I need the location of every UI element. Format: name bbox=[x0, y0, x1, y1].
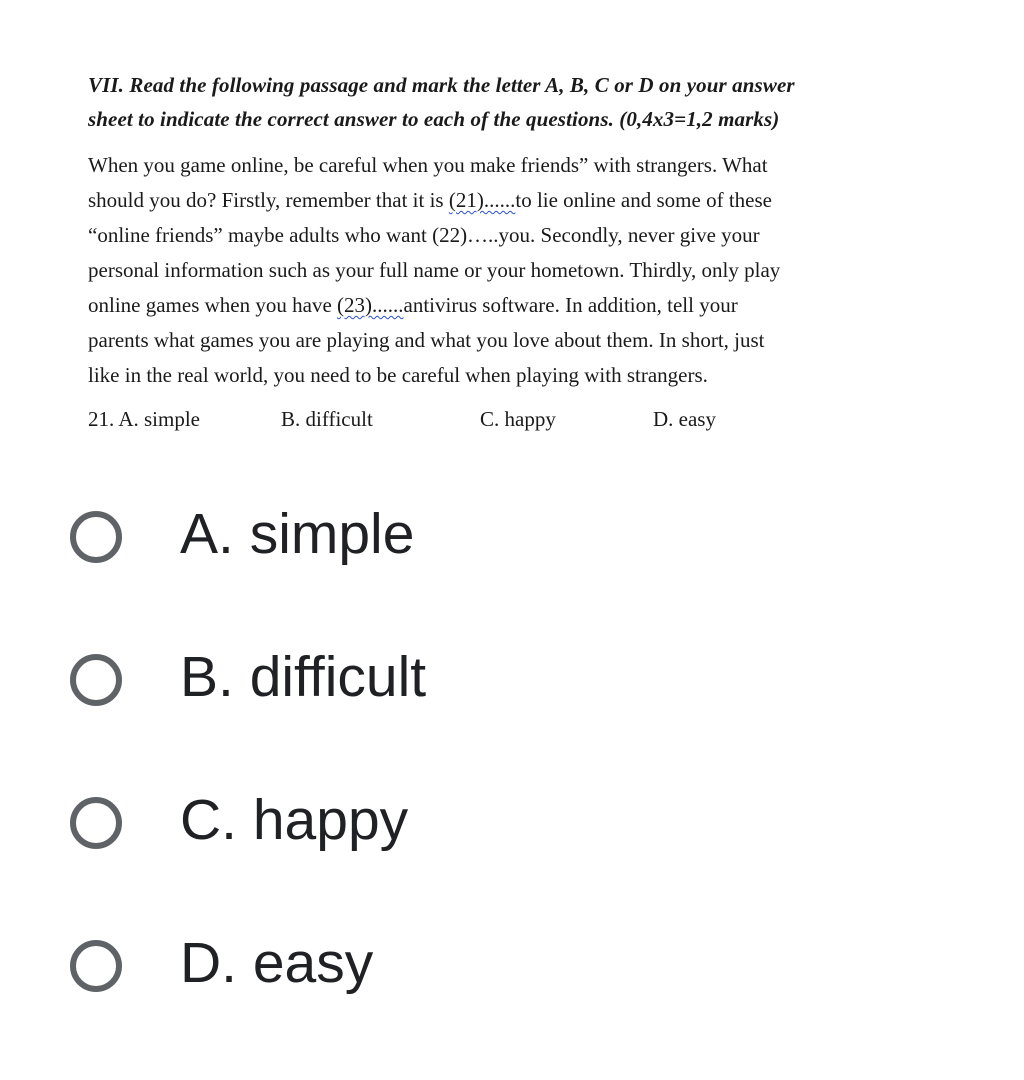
blank-23: (23)...... bbox=[337, 293, 404, 317]
passage-line: personal information such as your full name or your hometown. Thirdly, only play bbox=[88, 258, 781, 282]
question-image bbox=[88, 68, 968, 437]
answer-options bbox=[70, 502, 970, 1080]
option-label: D. easy bbox=[180, 931, 374, 995]
passage-text: online games when you have bbox=[88, 293, 338, 317]
passage-text: should you do? Firstly, remember that it is bbox=[88, 188, 449, 212]
radio-button-icon[interactable] bbox=[70, 511, 122, 563]
radio-button-icon[interactable] bbox=[70, 940, 122, 992]
passage-text: to lie online and some of these bbox=[515, 188, 772, 212]
choice-c-text: C. happy bbox=[480, 407, 556, 431]
passage-line: When you game online, be careful when you make friends” with strangers. What bbox=[88, 153, 768, 177]
instruction-line: sheet to indicate the correct answer to each of the questions. (0,4x3=1,2 marks) bbox=[88, 107, 780, 131]
option-a[interactable] bbox=[70, 502, 970, 572]
passage-text: antivirus software. In addition, tell your bbox=[403, 293, 738, 317]
choice-d-text: D. easy bbox=[653, 407, 716, 431]
radio-button-icon[interactable] bbox=[70, 654, 122, 706]
passage-line bbox=[88, 183, 968, 218]
blank-21: (21)...... bbox=[448, 188, 516, 212]
choice-a-text: 21. A. simple bbox=[88, 407, 201, 431]
option-d[interactable] bbox=[70, 931, 970, 1001]
option-label: A. simple bbox=[180, 502, 415, 566]
passage-line: like in the real world, you need to be careful when playing with strangers. bbox=[88, 363, 708, 387]
passage-line: “online friends” maybe adults who want (22)…..you. Secondly, never give your bbox=[88, 223, 760, 247]
reading-passage bbox=[88, 148, 968, 393]
passage-line bbox=[88, 288, 968, 323]
instruction bbox=[88, 68, 968, 136]
question-choices bbox=[88, 399, 968, 437]
passage-line: parents what games you are playing and what you love about them. In short, just bbox=[88, 328, 765, 352]
option-label: C. happy bbox=[180, 788, 409, 852]
option-c[interactable] bbox=[70, 788, 970, 858]
option-label: B. difficult bbox=[180, 645, 427, 709]
radio-button-icon[interactable] bbox=[70, 797, 122, 849]
option-b[interactable] bbox=[70, 645, 970, 715]
choice-b-text: B. difficult bbox=[281, 407, 373, 431]
instruction-line: VII. Read the following passage and mark the letter A, B, C or D on your answer bbox=[88, 73, 795, 97]
